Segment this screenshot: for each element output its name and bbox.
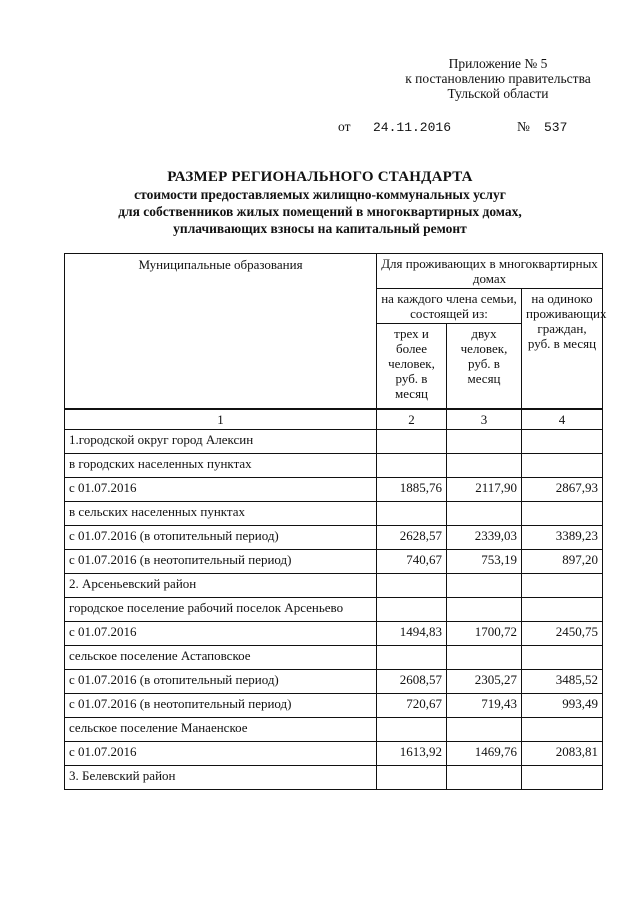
value-single: 993,49 bbox=[522, 694, 603, 718]
document-date: 24.11.2016 bbox=[373, 120, 452, 135]
value-single: 2450,75 bbox=[522, 622, 603, 646]
header-single: на одиноко проживающих граждан, руб. в месяц bbox=[522, 289, 603, 410]
value-two bbox=[447, 646, 522, 670]
value-three-plus bbox=[377, 598, 447, 622]
value-two: 2117,90 bbox=[447, 478, 522, 502]
value-single bbox=[522, 718, 603, 742]
standard-table bbox=[64, 253, 607, 790]
value-two bbox=[447, 718, 522, 742]
row-label: сельское поселение Астаповское bbox=[65, 646, 377, 670]
document-title bbox=[40, 168, 600, 237]
title-main: РАЗМЕР РЕГИОНАЛЬНОГО СТАНДАРТА bbox=[167, 169, 473, 185]
title-line-4: уплачивающих взносы на капитальный ремонт bbox=[173, 221, 467, 236]
col-number: 3 bbox=[447, 409, 522, 430]
value-single bbox=[522, 454, 603, 478]
header-municipal: Муниципальные образования bbox=[65, 254, 377, 410]
appendix-block bbox=[388, 56, 608, 101]
table-row bbox=[65, 574, 603, 598]
value-single bbox=[522, 646, 603, 670]
value-two bbox=[447, 502, 522, 526]
value-single: 2083,81 bbox=[522, 742, 603, 766]
value-single bbox=[522, 766, 603, 790]
col-number: 2 bbox=[377, 409, 447, 430]
row-label: с 01.07.2016 (в неотопительный период) bbox=[65, 550, 377, 574]
col-number: 4 bbox=[522, 409, 603, 430]
value-single: 897,20 bbox=[522, 550, 603, 574]
appendix-resolution: к постановлению правительства bbox=[405, 71, 591, 86]
document-number: 537 bbox=[544, 120, 568, 135]
value-single bbox=[522, 430, 603, 454]
value-two bbox=[447, 454, 522, 478]
value-two bbox=[447, 574, 522, 598]
value-two bbox=[447, 430, 522, 454]
value-single: 3485,52 bbox=[522, 670, 603, 694]
value-two: 1700,72 bbox=[447, 622, 522, 646]
value-single bbox=[522, 574, 603, 598]
value-three-plus: 2628,57 bbox=[377, 526, 447, 550]
value-two: 1469,76 bbox=[447, 742, 522, 766]
value-three-plus: 720,67 bbox=[377, 694, 447, 718]
row-label: с 01.07.2016 bbox=[65, 478, 377, 502]
row-label: с 01.07.2016 (в отопительный период) bbox=[65, 670, 377, 694]
date-prefix: от bbox=[338, 119, 351, 134]
value-three-plus: 1494,83 bbox=[377, 622, 447, 646]
header-per-member: на каждого члена семьи, состоящей из: bbox=[377, 289, 522, 324]
row-label: с 01.07.2016 bbox=[65, 742, 377, 766]
table-row bbox=[65, 766, 603, 790]
value-three-plus bbox=[377, 766, 447, 790]
row-label: сельское поселение Манаенское bbox=[65, 718, 377, 742]
value-two: 719,43 bbox=[447, 694, 522, 718]
row-label: городское поселение рабочий поселок Арсеньево bbox=[65, 598, 377, 622]
row-label: с 01.07.2016 (в отопительный период) bbox=[65, 526, 377, 550]
appendix-region: Тульской области bbox=[447, 86, 549, 101]
row-label: 3. Белевский район bbox=[65, 766, 377, 790]
appendix-title: Приложение № 5 bbox=[448, 56, 548, 71]
row-label: в сельских населенных пунктах bbox=[65, 502, 377, 526]
value-three-plus bbox=[377, 502, 447, 526]
table-row bbox=[65, 718, 603, 742]
value-two: 753,19 bbox=[447, 550, 522, 574]
table-row bbox=[65, 694, 603, 718]
title-line-2: стоимости предоставляемых жилищно-коммунальных услуг bbox=[134, 187, 506, 202]
row-label: 2. Арсеньевский район bbox=[65, 574, 377, 598]
row-label: 1.городской округ город Алексин bbox=[65, 430, 377, 454]
value-single bbox=[522, 598, 603, 622]
table-row bbox=[65, 598, 603, 622]
row-label: в городских населенных пунктах bbox=[65, 454, 377, 478]
value-two: 2305,27 bbox=[447, 670, 522, 694]
value-three-plus: 1613,92 bbox=[377, 742, 447, 766]
table-row bbox=[65, 502, 603, 526]
header-residents: Для проживающих в многоквартирных домах bbox=[377, 254, 603, 289]
value-three-plus: 2608,57 bbox=[377, 670, 447, 694]
value-three-plus bbox=[377, 646, 447, 670]
value-three-plus: 1885,76 bbox=[377, 478, 447, 502]
value-single: 2867,93 bbox=[522, 478, 603, 502]
value-three-plus bbox=[377, 718, 447, 742]
row-label: с 01.07.2016 (в неотопительный период) bbox=[65, 694, 377, 718]
value-single: 3389,23 bbox=[522, 526, 603, 550]
table-row bbox=[65, 646, 603, 670]
table-row bbox=[65, 742, 603, 766]
table-row bbox=[65, 478, 603, 502]
table-row bbox=[65, 622, 603, 646]
table-row bbox=[65, 454, 603, 478]
value-two bbox=[447, 766, 522, 790]
value-two bbox=[447, 598, 522, 622]
value-three-plus bbox=[377, 430, 447, 454]
value-three-plus bbox=[377, 574, 447, 598]
table-row bbox=[65, 526, 603, 550]
value-single bbox=[522, 502, 603, 526]
value-three-plus: 740,67 bbox=[377, 550, 447, 574]
header-two: двух человек, руб. в месяц bbox=[447, 324, 522, 410]
header-three-plus: трех и более человек, руб. в месяц bbox=[377, 324, 447, 410]
row-label: с 01.07.2016 bbox=[65, 622, 377, 646]
table-row bbox=[65, 670, 603, 694]
col-number: 1 bbox=[65, 409, 377, 430]
value-three-plus bbox=[377, 454, 447, 478]
number-prefix: № bbox=[517, 119, 530, 134]
title-line-3: для собственников жилых помещений в многоквартирных домах, bbox=[118, 204, 522, 219]
value-two: 2339,03 bbox=[447, 526, 522, 550]
table-row bbox=[65, 430, 603, 454]
table-row bbox=[65, 550, 603, 574]
